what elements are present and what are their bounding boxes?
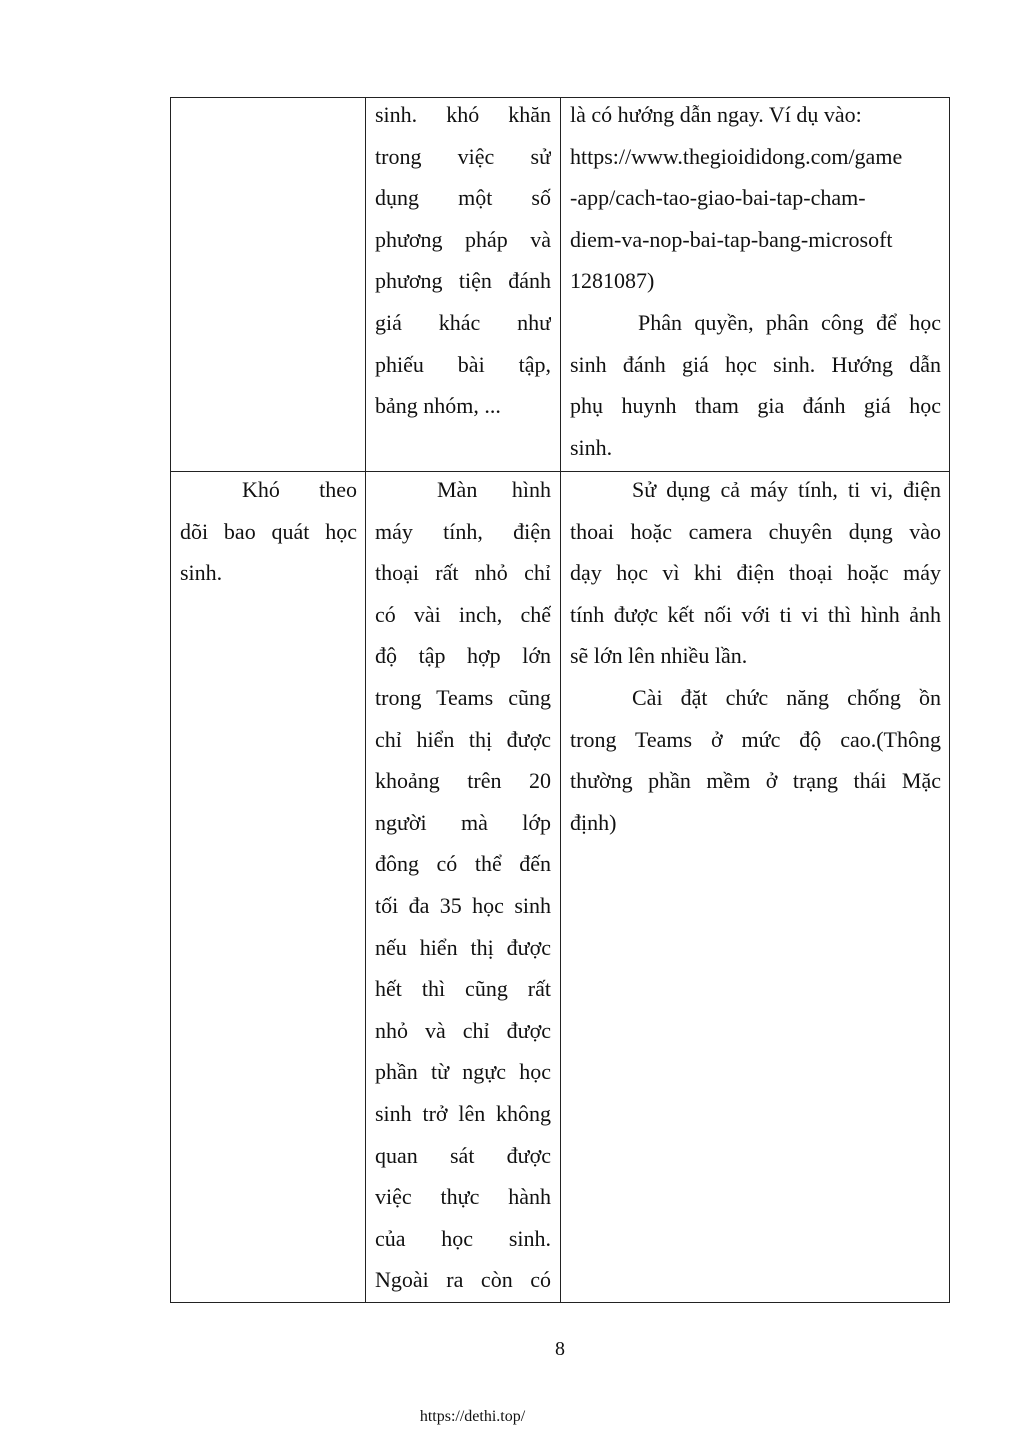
row1-col2-line: dụng một số	[375, 185, 551, 211]
row1-col3-line: https://www.thegioididong.com/game	[570, 143, 903, 169]
row2-col2-line: khoảng trên 20	[375, 768, 551, 794]
row2-col1-line: Khó theo	[242, 477, 357, 502]
row1-col2-line: phiếu bài tập,	[375, 351, 551, 377]
row2-col3-line: định)	[570, 809, 617, 835]
row1-col2-line: trong việc sử	[375, 143, 551, 169]
row1-col3-line: -app/cach-tao-giao-bai-tap-cham-	[570, 185, 866, 211]
row2-col2-line: của học sinh.	[375, 1225, 551, 1251]
row1-col2-cell	[375, 94, 551, 427]
footer-url[interactable]: https://dethi.top/	[419, 1408, 526, 1425]
row2-col2-line: chỉ hiển thị được	[375, 726, 551, 752]
row2-col2-line: có vài inch, chế	[375, 601, 551, 627]
row2-col2-line: tối đa 35 học sinh	[375, 892, 551, 918]
column-divider-2	[560, 98, 561, 1302]
row2-col2-line: quan sát được	[375, 1142, 551, 1168]
row1-col2-line: giá khác như	[375, 309, 551, 335]
row2-col1-line: sinh.	[180, 560, 223, 586]
row2-col2-line: hết thì cũng rất	[375, 976, 551, 1002]
row1-col2-line: bảng nhóm, ...	[375, 393, 501, 419]
row2-col2-line: Ngoài ra còn có	[375, 1267, 551, 1293]
row1-col3-line: phụ huynh tham gia đánh giá học	[570, 393, 941, 419]
row1-col3-line: diem-va-nop-bai-tap-bang-microsoft	[570, 226, 893, 252]
row2-col2-line: máy tính, điện	[375, 518, 551, 544]
row1-col3-line: 1281087)	[570, 268, 655, 294]
row1-col3-line: sinh.	[570, 434, 613, 460]
column-divider-1	[365, 98, 366, 1302]
row2-col2-line: trong Teams cũng	[375, 684, 551, 710]
row1-col2-line: sinh. khó khăn	[375, 102, 551, 127]
page-number: 8	[555, 1338, 565, 1360]
row2-col1-cell	[180, 469, 357, 594]
row2-col3-line: thoai hoặc camera chuyên dụng vào	[570, 518, 941, 544]
row2-col3-line: Cài đặt chức năng chống ồn	[632, 684, 941, 710]
row2-col2-line: sinh trở lên không	[375, 1100, 551, 1126]
row2-col2-line: thoại rất nhỏ chỉ	[375, 560, 551, 586]
row1-col3-cell	[570, 94, 941, 468]
row1-col3-line: Phân quyền, phân công để học	[638, 309, 941, 335]
row2-col3-line: tính được kết nối với ti vi thì hình ảnh	[570, 601, 941, 627]
row2-col2-cell	[375, 469, 551, 1301]
row1-col3-line: sinh đánh giá học sinh. Hướng dẫn	[570, 351, 941, 377]
row2-col1-line: dõi bao quát học	[180, 518, 357, 544]
row1-col2-line: phương tiện đánh	[375, 268, 551, 294]
row2-col3-line: sẽ lớn lên nhiều lần.	[570, 643, 748, 669]
row2-col2-line: độ tập hợp lớn	[375, 643, 551, 669]
row2-col2-line: phần từ ngực học	[375, 1059, 551, 1085]
row2-col2-line: người mà lớp	[375, 809, 551, 835]
content-table	[170, 97, 950, 1303]
row2-col2-line: việc thực hành	[375, 1184, 551, 1210]
row2-col3-cell	[570, 469, 941, 843]
row2-col2-line: Màn hình	[437, 477, 551, 502]
row2-col3-line: Sử dụng cả máy tính, ti vi, điện	[632, 477, 941, 502]
row1-col2-line: phương pháp và	[375, 226, 551, 252]
row2-col3-line: trong Teams ở mức độ cao.(Thông	[570, 726, 941, 752]
row2-col3-line: thường phần mềm ở trạng thái Mặc	[570, 768, 941, 794]
row2-col2-line: nhỏ và chỉ được	[375, 1017, 551, 1043]
row2-col3-line: dạy học vì khi điện thoại hoặc máy	[570, 560, 941, 586]
row2-col2-line: nếu hiển thị được	[375, 934, 551, 960]
row2-col2-line: đông có thể đến	[375, 851, 551, 877]
row1-col3-line: là có hướng dẫn ngay. Ví dụ vào:	[570, 102, 862, 127]
